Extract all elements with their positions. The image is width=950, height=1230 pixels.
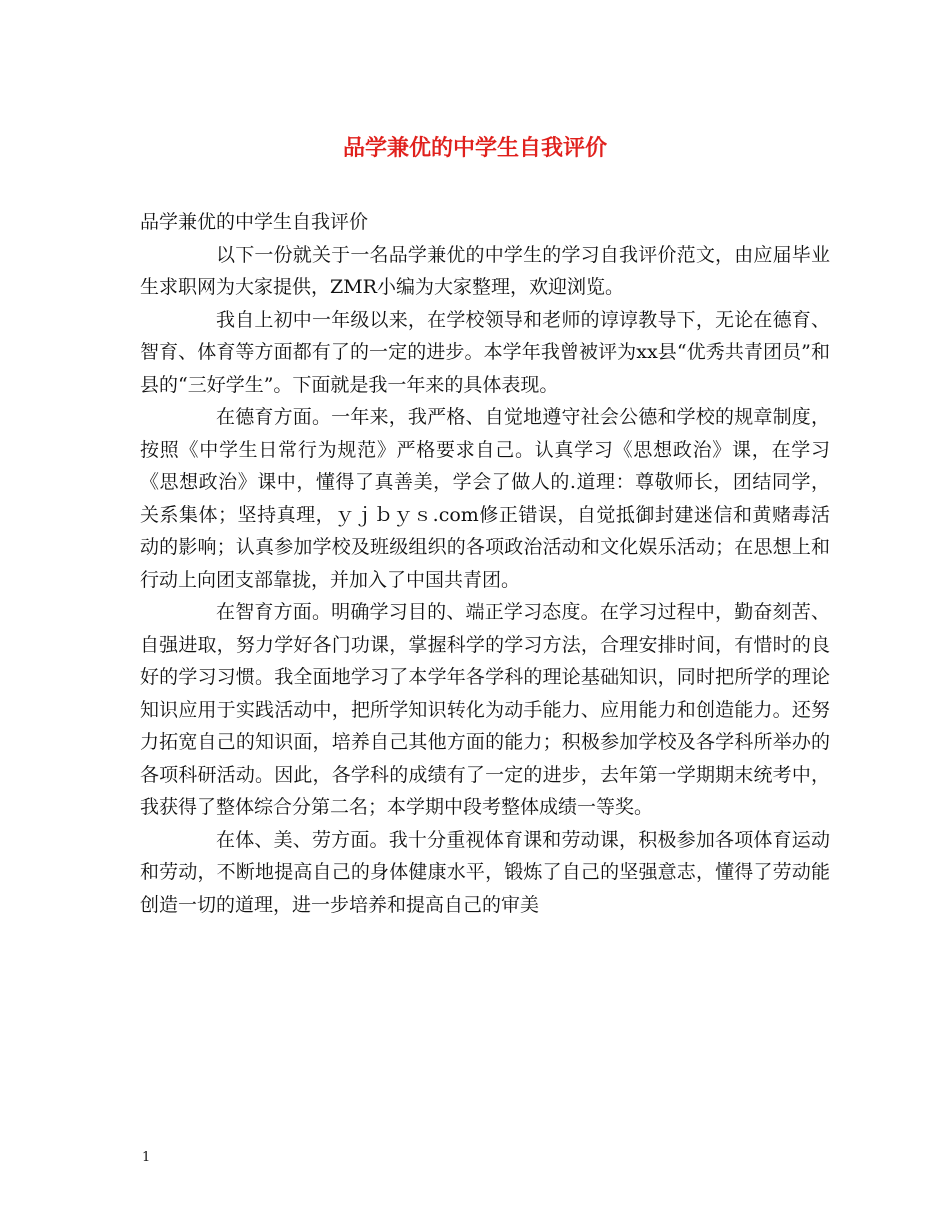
document-body bbox=[140, 206, 830, 921]
document-subtitle: 品学兼优的中学生自我评价 bbox=[140, 211, 369, 233]
document-title: 品学兼优的中学生自我评价 bbox=[342, 135, 607, 161]
paragraph-moral-education: 在德育方面。一年来，我严格、自觉地遵守社会公德和学校的规章制度，按照《中学生日常行为规范》严格要求自己。认真学习《思想政治》课，在学习《思想政治》课中，懂得了真善美，学会了做人的.道理：尊敬师长，团结同学，关系集体；坚持真理，ｙｊｂｙｓ.com修正错误，自觉抵御封建迷信和黄赌毒活动的影响；认真参加学校及班级组织的各项政治活动和文化娱乐活动；在思想上和行动上向团支部靠拢，并加入了中国共青团。 bbox=[140, 406, 830, 591]
paragraph-overview: 我自上初中一年级以来，在学校领导和老师的谆谆教导下，无论在德育、智育、体育等方面都有了的一定的进步。本学年我曾被评为xx县“优秀共青团员”和县的“三好学生”。下面就是我一年来的具体表现。 bbox=[140, 308, 830, 396]
page-number: 1 bbox=[142, 1150, 151, 1165]
paragraph-intellectual-education: 在智育方面。明确学习目的、端正学习态度。在学习过程中，勤奋刻苦、自强进取，努力学好各门功课，掌握科学的学习方法，合理安排时间，有惜时的良好的学习习惯。我全面地学习了本学年各学科的理论基础知识，同时把所学的理论知识应用于实践活动中，把所学知识转化为动手能力、应用能力和创造能力。还努力拓宽自己的知识面，培养自己其他方面的能力；积极参加学校及各学科所举办的各项科研活动。因此，各学科的成绩有了一定的进步，去年第一学期期末统考中，我获得了整体综合分第二名；本学期中段考整体成绩一等奖。 bbox=[140, 601, 830, 818]
paragraph-physical-aesthetic-labor: 在体、美、劳方面。我十分重视体育课和劳动课，积极参加各项体育运动和劳动，不断地提高自己的身体健康水平，锻炼了自己的坚强意志，懂得了劳动能创造一切的道理，进一步培养和提高自己的审美 bbox=[140, 828, 830, 916]
paragraph-intro: 以下一份就关于一名品学兼优的中学生的学习自我评价范文，由应届毕业生求职网为大家提供，ZMR小编为大家整理，欢迎浏览。 bbox=[140, 243, 830, 298]
